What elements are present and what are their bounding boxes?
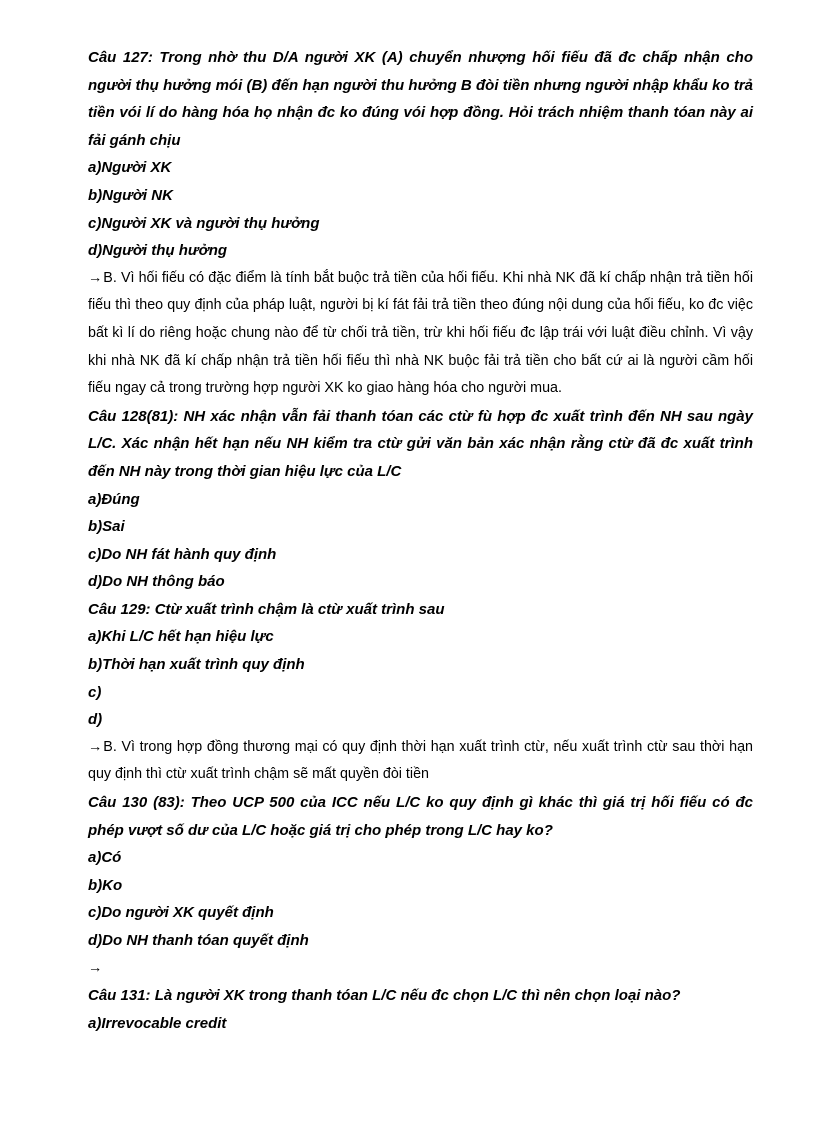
option-a: a)Người XK — [88, 159, 172, 177]
answer-explanation — [88, 734, 753, 789]
question-title: Câu 131: Là người XK trong thanh tóan L/C nếu đc chọn L/C thì nên chọn loại nào? — [88, 987, 681, 1005]
question-130 — [88, 789, 753, 982]
option-c: c) — [88, 683, 102, 701]
question-title: Câu 130 (83): Theo UCP 500 của ICC nếu L/C ko quy định gì khác thì giá trị hối fiếu có đc phép vượt số dư của L/C hoặc giá trị cho phép trong L/C hay ko? — [88, 794, 753, 839]
question-129 — [88, 596, 753, 789]
option-d: d)Người thụ hưởng — [88, 242, 228, 260]
option-d: d)Do NH thanh tóan quyết định — [88, 932, 309, 949]
question-title: Câu 128(81): NH xác nhận vẫn fải thanh tóan các ctừ fù hợp đc xuất trình đến NH sau ngày L/C. Xác nhận hết hạn nếu NH kiểm tra ctừ gửi văn bản xác nhận rằng ctừ đã đc xuất trình đến NH này trong thời gian hiệu lực của L/C — [88, 407, 753, 480]
arrow-right-icon: → — [88, 959, 103, 976]
answer-explanation — [88, 265, 753, 403]
question-title: Câu 129: Ctừ xuất trình chậm là ctừ xuất trình sau — [88, 600, 445, 618]
question-128 — [88, 403, 753, 596]
answer-text: B. Vì hối fiếu có đặc điểm là tính bắt buộc trả tiền của hối fiếu. Khi nhà NK đã kí chấp nhận trả tiền hối fiếu thì theo quy định của pháp luật, người bị kí fát fải trả tiền theo đúng nội dung của hối fiếu, ko đc việc bất kì lí do riêng hoặc chung nào để từ chối trả tiền, trừ khi hối fiếu đc lập trái với luật điều chỉnh. Vì vậy khi nhà NK đã kí chấp nhận trả tiền hối fiếu thì nhà NK buộc fải trả tiền cho bất cứ ai là người cầm hối fiếu ngay cả trong trường hợp người XK ko giao hàng hóa cho người mua. — [88, 269, 753, 397]
option-a: a)Đúng — [88, 490, 140, 508]
option-b: b)Thời hạn xuất trình quy định — [88, 656, 305, 674]
option-a: a)Khi L/C hết hạn hiệu lực — [88, 628, 274, 646]
option-c: c)Do người XK quyết định — [88, 904, 274, 922]
question-131 — [88, 982, 753, 1037]
answer-explanation — [88, 955, 753, 983]
question-title: Câu 127: Trong nhờ thu D/A người XK (A) chuyển nhượng hối fiếu đã đc chấp nhận cho người thụ hưởng mói (B) đến hạn người thu hưởng B đòi tiền nhưng người nhập khẩu ko trả tiền vói lí do hàng hóa họ nhận đc ko đúng vói hợp đồng. Hỏi trách nhiệm thanh tóan này ai fải gánh chịu — [88, 49, 753, 149]
option-b: b)Người NK — [88, 186, 173, 204]
arrow-right-icon: → — [88, 738, 103, 755]
option-b: b)Sai — [88, 518, 125, 536]
document-page — [88, 44, 753, 1037]
option-d: d)Do NH thông báo — [88, 573, 225, 591]
option-a: a)Irrevocable credit — [88, 1014, 227, 1032]
option-c: c)Người XK và người thụ hưởng — [88, 214, 320, 232]
arrow-right-icon: → — [88, 269, 103, 286]
answer-text: B. Vì trong hợp đồng thương mại có quy định thời hạn xuất trình ctừ, nếu xuất trình ctừ sau thời hạn quy định thì ctừ xuất trình chậm sẽ mất quyền đòi tiền — [88, 738, 753, 783]
option-a: a)Có — [88, 849, 122, 867]
option-d: d) — [88, 711, 103, 729]
option-c: c)Do NH fát hành quy định — [88, 545, 277, 563]
question-127 — [88, 44, 753, 403]
option-b: b)Ko — [88, 876, 123, 894]
